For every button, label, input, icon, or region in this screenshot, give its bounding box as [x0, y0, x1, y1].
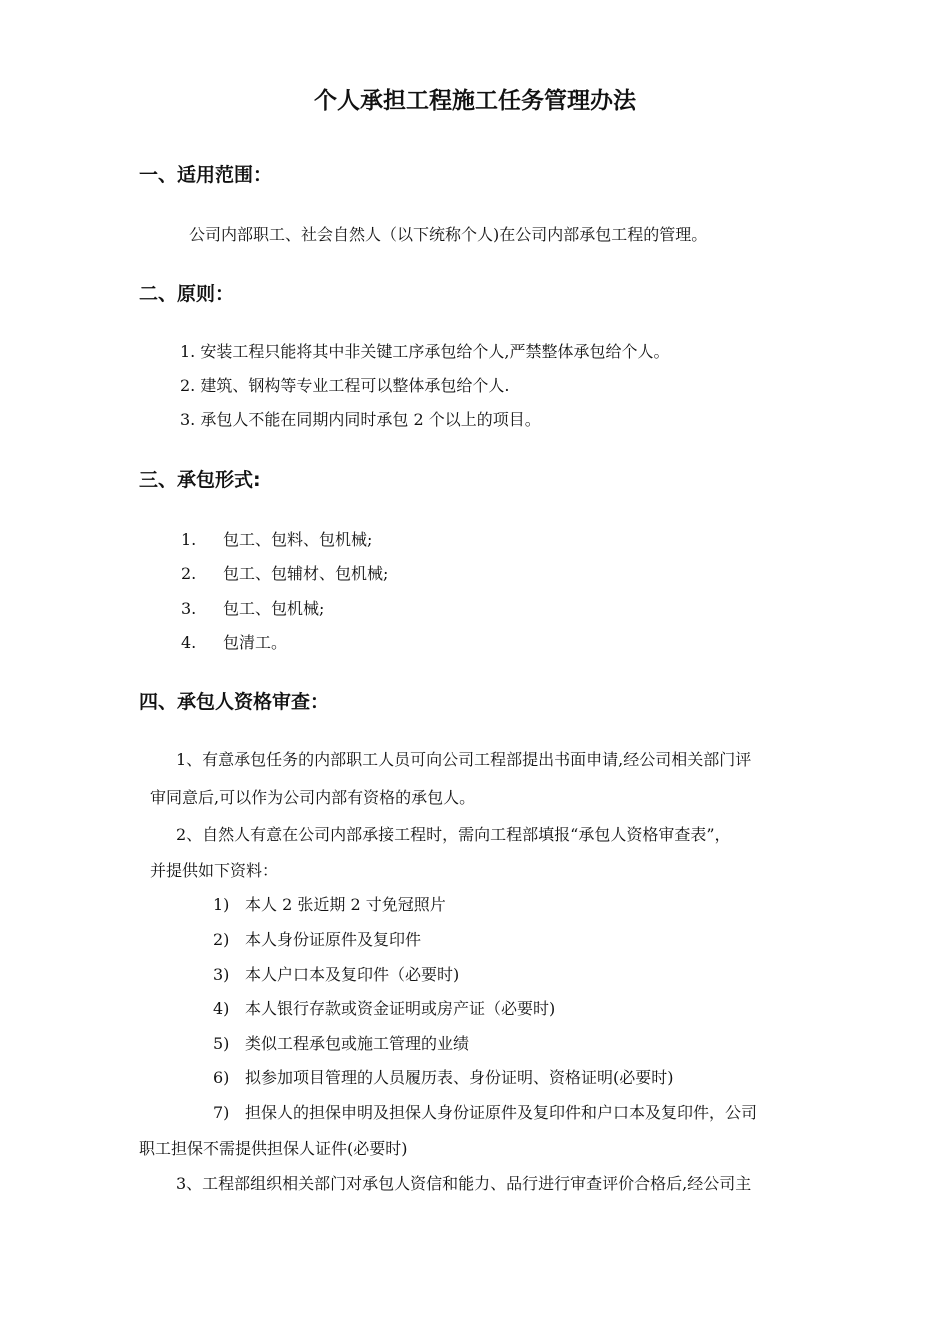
material-item — [213, 1100, 757, 1123]
section-heading-scope: 一、适用范围： — [139, 164, 273, 186]
principle-item: 1. 安装工程只能将其中非关键工序承包给个人,严禁整体承包给个人。 — [180, 342, 670, 361]
material-item — [213, 892, 446, 915]
form-item-number: 3. — [181, 599, 197, 618]
material-number: 2) — [213, 930, 230, 949]
form-item — [181, 596, 324, 619]
material-text: 本人 2 张近期 2 寸免冠照片 — [245, 895, 446, 914]
material-number: 4) — [213, 999, 230, 1018]
qualification-paragraph-3: 3、工程部组织相关部门对承包人资信和能力、品行进行审查评价合格后,经公司主 — [176, 1174, 752, 1193]
qualification-paragraph-1: 1、有意承包任务的内部职工人员可向公司工程部提出书面申请,经公司相关部门评 — [176, 750, 752, 769]
material-text: 担保人的担保申明及担保人身份证原件及复印件和户口本及复印件，公司 — [245, 1103, 758, 1122]
form-item — [181, 561, 388, 584]
qualification-paragraph-1-cont: 审同意后,可以作为公司内部有资格的承包人。 — [150, 788, 476, 807]
material-item — [213, 962, 459, 985]
material-text: 本人户口本及复印件（必要时) — [245, 965, 460, 984]
material-item — [213, 927, 421, 950]
material-number: 3) — [213, 965, 230, 984]
document-title: 个人承担工程施工任务管理办法 — [314, 88, 636, 114]
material-number: 6) — [213, 1068, 230, 1087]
form-item — [181, 630, 287, 653]
material-item-cont: 职工担保不需提供担保人证件(必要时) — [139, 1139, 408, 1158]
form-item-text: 包工、包机械; — [223, 599, 325, 618]
scope-text: 公司内部职工、社会自然人（以下统称个人)在公司内部承包工程的管理。 — [189, 225, 708, 244]
material-item — [213, 1065, 674, 1088]
section-heading-principles: 二、原则： — [139, 283, 235, 305]
material-text: 本人身份证原件及复印件 — [245, 930, 422, 949]
principle-item: 3. 承包人不能在同期内同时承包 2 个以上的项目。 — [180, 410, 541, 429]
material-item — [213, 996, 555, 1019]
form-item-number: 4. — [181, 633, 197, 652]
material-number: 7) — [213, 1103, 230, 1122]
form-item — [181, 527, 372, 550]
form-item-number: 1. — [181, 530, 197, 549]
section-heading-qualification: 四、承包人资格审查： — [139, 691, 330, 713]
material-text: 本人银行存款或资金证明或房产证（必要时) — [245, 999, 556, 1018]
qualification-paragraph-2-cont: 并提供如下资料： — [150, 861, 279, 880]
form-item-text: 包工、包料、包机械; — [223, 530, 373, 549]
material-number: 5) — [213, 1034, 230, 1053]
form-item-number: 2. — [181, 564, 197, 583]
form-item-text: 包清工。 — [223, 633, 288, 652]
section-heading-forms: 三、承包形式: — [139, 469, 261, 491]
principle-item: 2. 建筑、钢构等专业工程可以整体承包给个人. — [180, 376, 510, 395]
material-item — [213, 1031, 469, 1054]
qualification-paragraph-2: 2、自然人有意在公司内部承接工程时，需向工程部填报“承包人资格审查表”， — [176, 825, 731, 844]
material-text: 类似工程承包或施工管理的业绩 — [245, 1034, 470, 1053]
material-number: 1) — [213, 895, 230, 914]
material-text: 拟参加项目管理的人员履历表、身份证明、资格证明(必要时) — [245, 1068, 674, 1087]
form-item-text: 包工、包辅材、包机械; — [223, 564, 389, 583]
